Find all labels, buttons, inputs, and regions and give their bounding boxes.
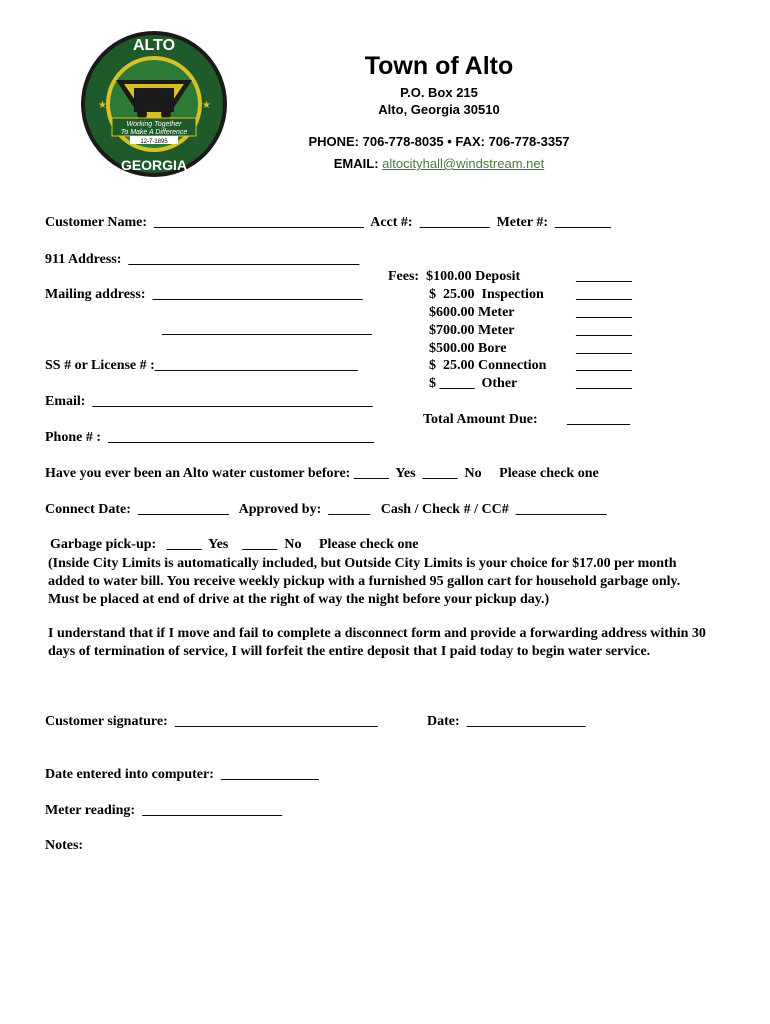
address-911-row[interactable]: 911 Address: _________________________________ [45, 252, 360, 267]
email-label: EMAIL: [333, 156, 379, 171]
fee-connection: $ 25.00 Connection [429, 358, 547, 373]
logo-top-text: ALTO [132, 37, 176, 54]
fee-meter-600: $600.00 Meter [429, 305, 515, 320]
mailing-address-row[interactable]: Mailing address: ______________________________ [45, 287, 363, 302]
forfeit-statement: I understand that if I move and fail to complete a disconnect form and provide a forwarding address within 30 days of termination of service, I will forfeit the entire deposit that I paid today to begin water service. [48, 626, 706, 659]
email-line [280, 156, 598, 171]
mailing-address-row-2[interactable]: ______________________________ [162, 322, 372, 337]
fee-blank-6[interactable]: ________ [576, 358, 632, 373]
svg-text:★: ★ [202, 100, 211, 111]
fee-other[interactable]: $ _____ Other [429, 376, 518, 391]
fee-inspection: $ 25.00 Inspection [429, 287, 544, 302]
page-title: Town of Alto [364, 52, 514, 80]
fee-bore: $500.00 Bore [429, 341, 507, 356]
fee-blank-2[interactable]: ________ [576, 287, 632, 302]
fee-blank-3[interactable]: ________ [576, 305, 632, 320]
meter-reading-row[interactable]: Meter reading: ____________________ [45, 803, 283, 818]
ss-license-row[interactable]: SS # or License # :_____________________________ [45, 358, 358, 373]
fee-deposit: Fees: $100.00 Deposit [388, 269, 521, 284]
fee-blank-1[interactable]: ________ [576, 269, 632, 284]
connect-date-row[interactable]: Connect Date: _____________ Approved by: ______ Cash / Check # / CC# _____________ [45, 502, 607, 517]
city-address: Alto, Georgia 30510 [378, 102, 500, 117]
email-row[interactable]: Email: ________________________________________ [45, 394, 373, 409]
phone-row[interactable]: Phone # : ______________________________________ [45, 430, 374, 445]
fee-blank-4[interactable]: ________ [576, 323, 632, 338]
po-box: P.O. Box 215 [400, 85, 478, 100]
email-link[interactable]: altocityhall@windstream.net [382, 156, 545, 171]
fee-meter-700: $700.00 Meter [429, 323, 515, 338]
garbage-note: (Inside City Limits is automatically included, but Outside City Limits is your choice for $17.00 per month added to water bill. You receive weekly pickup with a furnished 95 gallon cart for household garbage only. Must be placed at end of drive at the right of way the night before your pickup day.) [48, 556, 681, 607]
svg-text:★: ★ [98, 100, 107, 111]
previous-customer-row[interactable]: Have you ever been an Alto water customer before: _____ Yes _____ No Please check one [45, 466, 599, 481]
date-entered-row[interactable]: Date entered into computer: ______________ [45, 767, 319, 782]
fee-blank-5[interactable]: ________ [576, 341, 632, 356]
phone-fax-line: PHONE: 706-778-8035 • FAX: 706-778-3357 [308, 134, 570, 149]
total-due-blank[interactable]: _________ [567, 412, 630, 427]
logo-banner-line2: To Make A Difference [120, 129, 188, 136]
town-seal-logo [80, 30, 228, 178]
notes-label: Notes: [45, 838, 84, 853]
customer-name-row[interactable]: Customer Name: ______________________________ Acct #: __________ Meter #: ________ [45, 215, 612, 230]
signature-row[interactable]: Customer signature: _____________________________ [45, 714, 378, 729]
fee-blank-7[interactable]: ________ [576, 376, 632, 391]
logo-date: 12-7-1895 [140, 139, 168, 145]
garbage-pickup-row[interactable]: Garbage pick-up: _____ Yes _____ No Please check one [50, 537, 419, 552]
total-due-label: Total Amount Due: [423, 412, 538, 427]
logo-bottom-text: GEORGIA [120, 157, 188, 173]
date-row[interactable]: Date: _________________ [427, 714, 586, 729]
logo-banner-line1: Working Together [126, 121, 182, 128]
